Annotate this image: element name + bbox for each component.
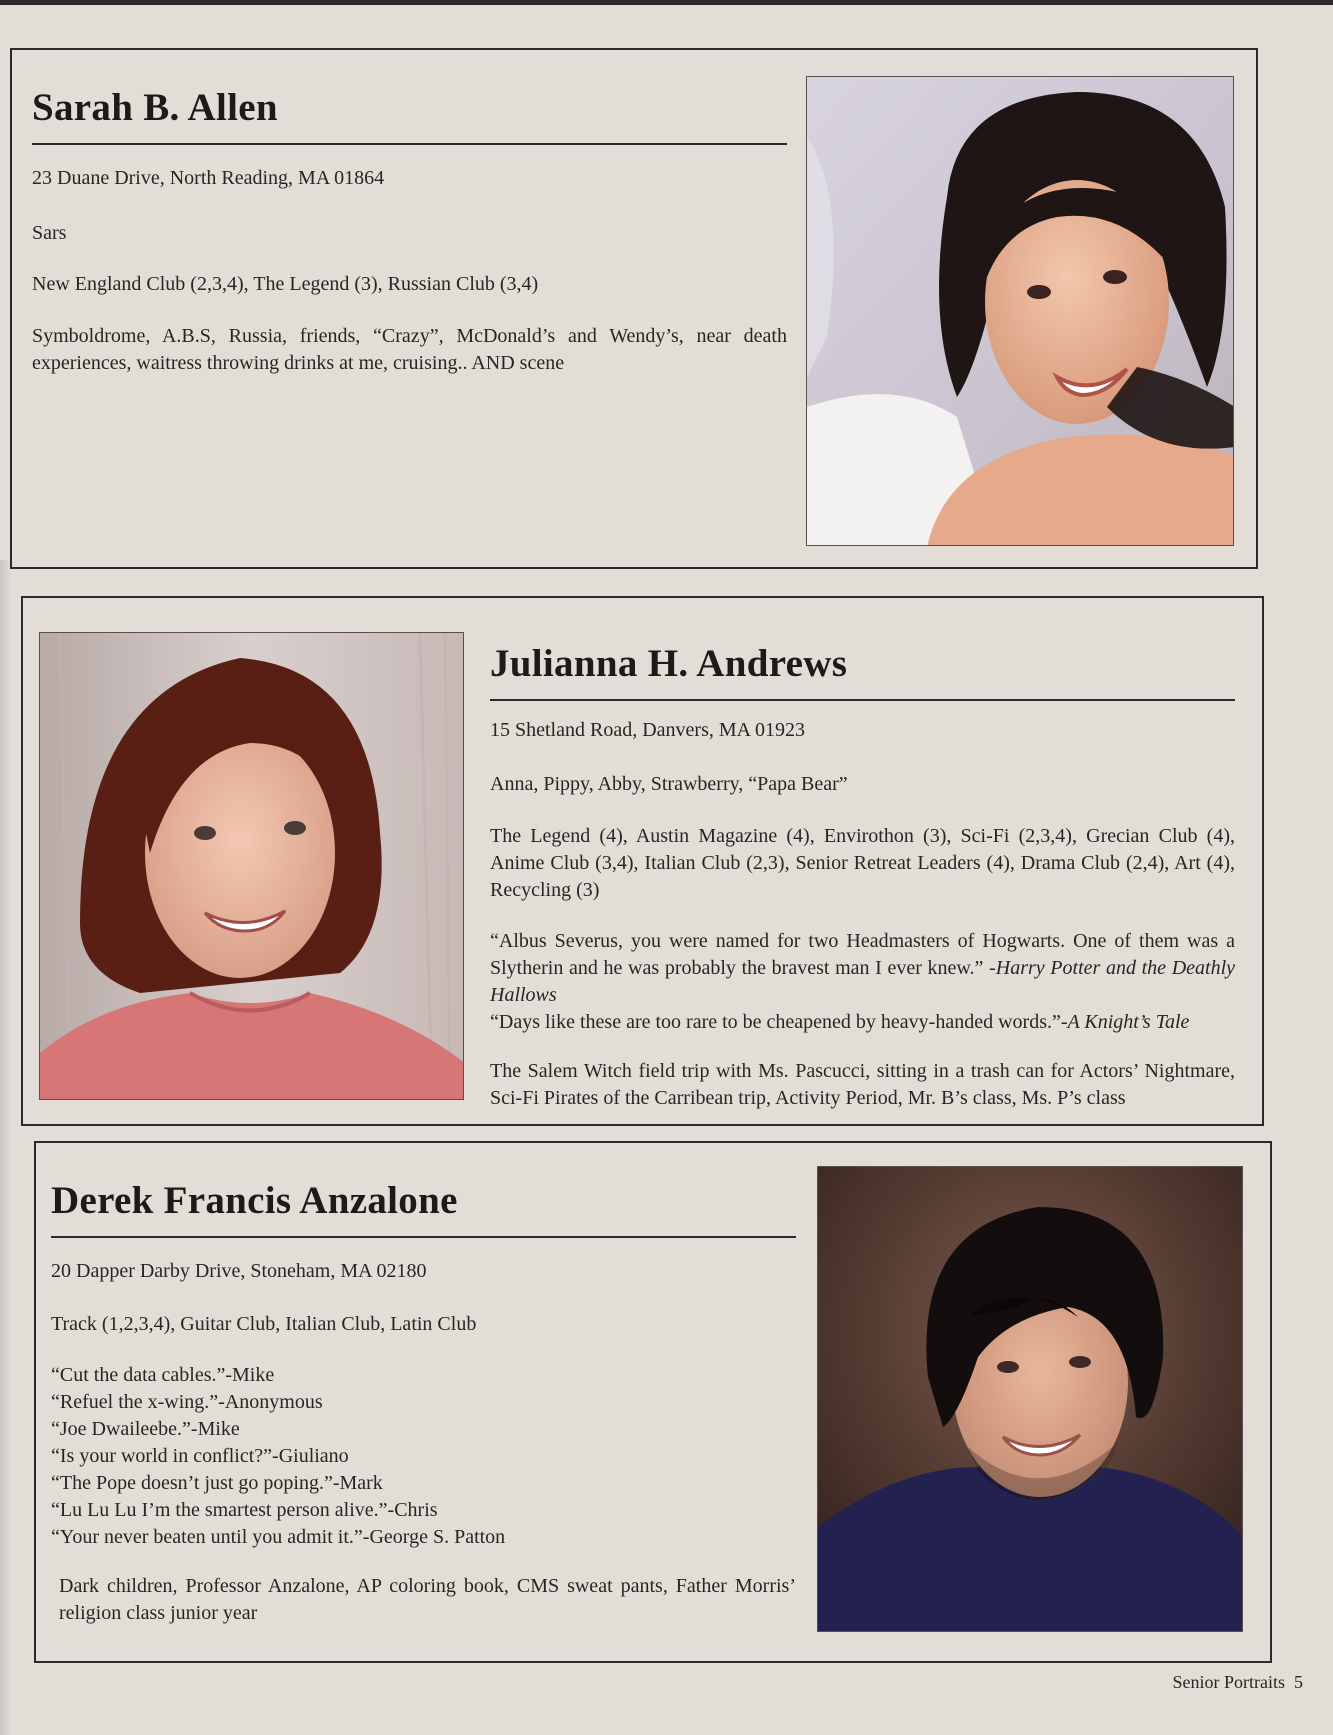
quote-line: “The Pope doesn’t just go poping.”-Mark bbox=[51, 1471, 383, 1494]
senior-photo-allen bbox=[806, 76, 1234, 546]
senior-memories: Symboldrome, A.B.S, Russia, friends, “Crazy”, McDonald’s and Wendy’s, near death experiences, waitress throwing drinks at me, cruising.. AND scene bbox=[32, 324, 787, 374]
quote-line: “Joe Dwaileebe.”-Mike bbox=[51, 1417, 240, 1440]
quote-source: -Harry Potter and the Deathly Hallows bbox=[490, 956, 1235, 1006]
senior-photo-anzalone bbox=[817, 1166, 1243, 1632]
quote-line: “Refuel the x-wing.”-Anonymous bbox=[51, 1390, 323, 1413]
senior-info-allen bbox=[32, 86, 787, 377]
quote-source: -A Knight’s Tale bbox=[1060, 1010, 1190, 1033]
senior-activities: New England Club (2,3,4), The Legend (3), Russian Club (3,4) bbox=[32, 272, 539, 295]
senior-name: Julianna H. Andrews bbox=[490, 642, 848, 685]
senior-nicknames: Anna, Pippy, Abby, Strawberry, “Papa Bear” bbox=[490, 772, 848, 795]
quote-line: “Is your world in conflict?”-Giuliano bbox=[51, 1444, 349, 1467]
quote-line: “Lu Lu Lu I’m the smartest person alive.”-Chris bbox=[51, 1498, 438, 1521]
page-binding-edge bbox=[0, 560, 10, 1735]
page-number: 5 bbox=[1294, 1672, 1303, 1692]
quote-line: “Cut the data cables.”-Mike bbox=[51, 1363, 275, 1386]
footer-section-label: Senior Portraits bbox=[1172, 1672, 1285, 1692]
senior-activities: The Legend (4), Austin Magazine (4), Envirothon (3), Sci-Fi (2,3,4), Grecian Club (4), Anime Club (3,4), Italian Club (2,3), Senior Retreat Leaders (4), Drama Club (2,4), Art (4), Recycling (3) bbox=[490, 824, 1235, 901]
top-edge-band bbox=[0, 0, 1333, 5]
senior-quote-2 bbox=[490, 1009, 1235, 1036]
quote-line: “Your never beaten until you admit it.”-George S. Patton bbox=[51, 1525, 506, 1548]
senior-memories: Dark children, Professor Anzalone, AP coloring book, CMS sweat pants, Father Morris’ religion class junior year bbox=[59, 1574, 796, 1624]
senior-photo-andrews bbox=[39, 632, 464, 1100]
senior-card-allen bbox=[10, 48, 1258, 569]
senior-name: Derek Francis Anzalone bbox=[51, 1179, 458, 1222]
senior-card-anzalone bbox=[34, 1141, 1272, 1663]
name-underline bbox=[490, 699, 1235, 701]
senior-memories: The Salem Witch field trip with Ms. Pascucci, sitting in a trash can for Actors’ Nightmare, Sci-Fi Pirates of the Carribean trip, Activity Period, Mr. B’s class, Ms. P’s class bbox=[490, 1059, 1235, 1109]
quote-text: “Albus Severus, you were named for two Headmasters of Hogwarts. One of them was a Slytherin and he was probably the bravest man I ever knew.” bbox=[490, 929, 1235, 979]
page-footer bbox=[1173, 1672, 1304, 1693]
name-underline bbox=[51, 1236, 796, 1238]
senior-quote-1 bbox=[490, 928, 1235, 1009]
senior-info-anzalone bbox=[51, 1179, 796, 1627]
senior-address: 23 Duane Drive, North Reading, MA 01864 bbox=[32, 166, 385, 189]
senior-address: 20 Dapper Darby Drive, Stoneham, MA 02180 bbox=[51, 1259, 427, 1282]
senior-activities: Track (1,2,3,4), Guitar Club, Italian Club, Latin Club bbox=[51, 1312, 477, 1335]
senior-card-andrews bbox=[21, 596, 1264, 1126]
senior-info-andrews bbox=[490, 642, 1235, 1112]
senior-name: Sarah B. Allen bbox=[32, 86, 278, 129]
senior-quotes bbox=[51, 1362, 796, 1551]
senior-nicknames: Sars bbox=[32, 221, 67, 244]
quote-text: “Days like these are too rare to be cheapened by heavy-handed words.” bbox=[490, 1010, 1061, 1033]
senior-address: 15 Shetland Road, Danvers, MA 01923 bbox=[490, 718, 805, 741]
name-underline bbox=[32, 143, 787, 145]
